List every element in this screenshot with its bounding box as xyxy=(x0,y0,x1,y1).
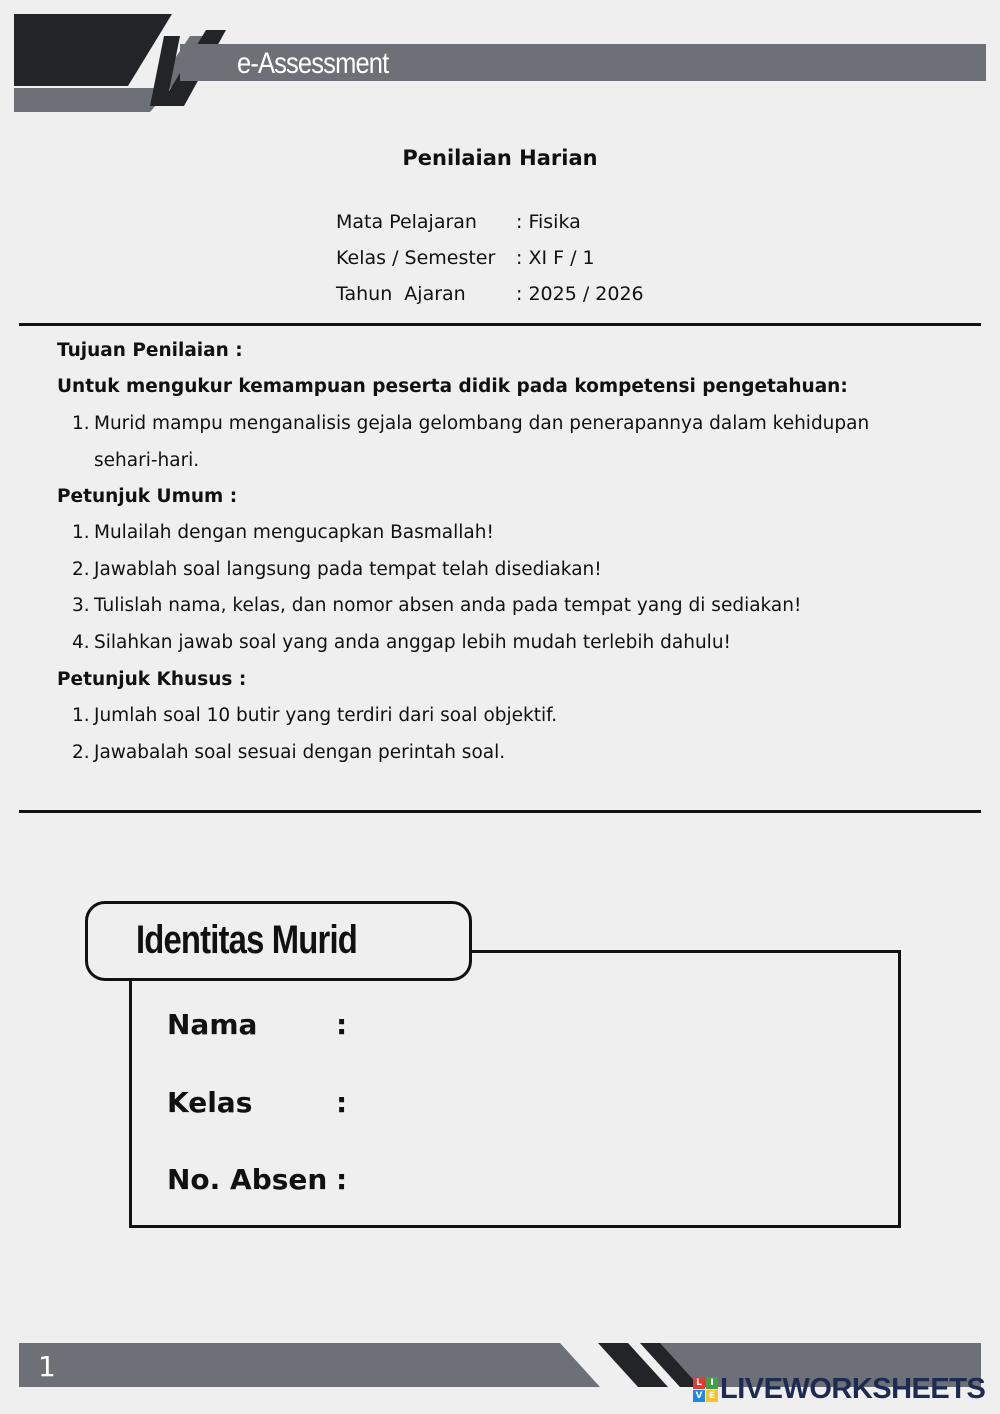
absen-colon: : xyxy=(336,1163,348,1196)
identity-title: Identitas Murid xyxy=(136,918,357,962)
list-number: 2. xyxy=(72,558,90,580)
info-value: : 2025 / 2026 xyxy=(516,283,644,305)
list-number: 3. xyxy=(72,595,90,616)
list-text: Jawabalah soal sesuai dengan perintah soal. xyxy=(94,741,506,763)
name-colon: : xyxy=(336,1008,348,1041)
info-label: Mata Pelajaran xyxy=(336,211,477,233)
list-number: 1. xyxy=(72,413,90,434)
info-value: : Fisika xyxy=(516,211,581,233)
header-title: e-Assessment xyxy=(237,47,389,80)
list-text: Tulislah nama, kelas, dan nomor absen anda pada tempat yang di sediakan! xyxy=(94,595,802,616)
tujuan-list xyxy=(57,406,937,479)
list-text: Mulailah dengan mengucapkan Basmallah! xyxy=(94,522,494,543)
list-item xyxy=(57,515,937,552)
info-label: Kelas / Semester xyxy=(336,247,496,269)
info-value: : XI F / 1 xyxy=(516,247,595,269)
list-item xyxy=(57,625,937,662)
umum-list xyxy=(57,515,937,661)
list-item xyxy=(57,552,937,589)
list-number: 2. xyxy=(72,741,90,763)
logo-block: V xyxy=(693,1390,705,1402)
list-number: 4. xyxy=(72,631,90,653)
list-text: Jumlah soal 10 butir yang terdiri dari soal objektif. xyxy=(94,705,558,726)
liveworksheets-logo xyxy=(693,1374,985,1404)
tujuan-heading: Tujuan Penilaian : xyxy=(57,340,243,361)
divider xyxy=(19,810,981,813)
name-label: Nama xyxy=(167,1008,258,1041)
list-text: Silahkan jawab soal yang anda anggap lebih mudah terlebih dahulu! xyxy=(94,631,731,653)
list-item xyxy=(57,588,937,625)
logo-block: L xyxy=(693,1377,705,1389)
khusus-heading: Petunjuk Khusus : xyxy=(57,669,247,690)
brand-text: LIVEWORKSHEETS xyxy=(720,1372,986,1405)
page-number: 1 xyxy=(38,1350,56,1383)
absen-label: No. Absen xyxy=(167,1163,328,1196)
list-item xyxy=(57,735,937,772)
list-item xyxy=(57,698,937,735)
logo-block: E xyxy=(706,1390,718,1402)
header-dark-shape xyxy=(14,14,172,86)
list-number: 1. xyxy=(72,705,90,726)
class-colon: : xyxy=(336,1086,348,1119)
class-label: Kelas xyxy=(167,1086,253,1119)
page-title: Penilaian Harian xyxy=(402,146,598,170)
logo-block: I xyxy=(706,1377,718,1389)
tujuan-subheading: Untuk mengukur kemampuan peserta didik pada kompetensi pengetahuan: xyxy=(57,376,848,397)
list-text: Jawablah soal langsung pada tempat telah disediakan! xyxy=(94,558,602,580)
logo-blocks-icon xyxy=(693,1377,718,1402)
list-item xyxy=(57,406,924,479)
list-text: Murid mampu menganalisis gejala gelombang dan penerapannya dalam kehidupan sehari-hari. xyxy=(94,413,870,471)
divider xyxy=(19,323,981,326)
khusus-list xyxy=(57,698,937,771)
info-label: Tahun Ajaran xyxy=(336,283,466,305)
umum-heading: Petunjuk Umum : xyxy=(57,486,238,507)
list-number: 1. xyxy=(72,522,90,543)
